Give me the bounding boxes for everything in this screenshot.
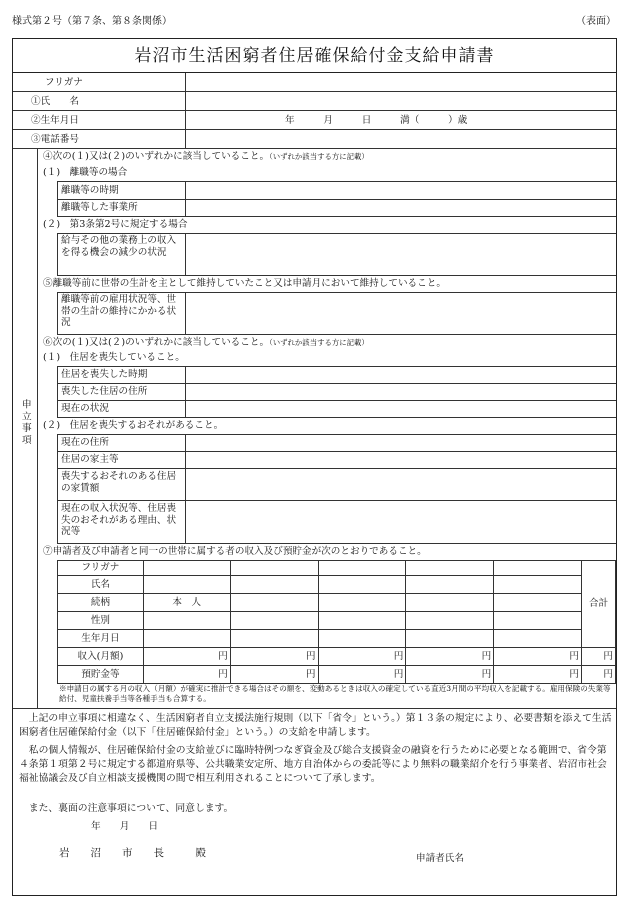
birthdate-label: ②生年月日 [31,115,79,126]
table-row-furigana [58,561,616,576]
row-label: フリガナ [58,561,144,576]
form-title: 岩沼市生活困窮者住居確保給付金支給申請書 [13,39,616,73]
addressee: 岩 沼 市 長 殿 [59,847,206,859]
declaration-p2: 私の個人情報が、住居確保給付金の支給並びに臨時特例つなぎ資金及び総合支援資金の融資を行うために必要となる範囲で、省令第４条第１項第２号に規定する都道府県等、公共職業安定所、地方自治体からの委託等により無料の職業紹介を行う事業者、岩沼市社会福祉協議会及び自立相談支援機関の間で相互利用されることについて了承します。 [19,745,607,785]
declaration-p3: また、裏面の注意事項について、同意します。 [28,803,234,814]
s5-heading: ⑤離職等前に世帯の生計を主として維持していたこと又は申請月において維持していること。 [43,278,446,289]
phone-label: ③電話番号 [31,134,79,145]
s7-heading: ⑦申請者及び申請者と同一の世帯に属する者の収入及び預貯金が次のとおりであること。 [43,546,427,557]
name-field[interactable] [185,92,616,110]
s6-row-loss-time: 住居を喪失した時期 [61,369,148,380]
s6-row-rent: 喪失するおそれのある住居の家賃額 [61,471,177,494]
declaration-p1: 上記の申立事項に相違なく、生活困窮者自立支援法施行規則（以下「省令」という。）第１３条の規定により、必要書類を添えて生活困窮者住居確保給付金（以下「住居確保給付金」という。）の支給を申請します。 [19,713,612,739]
s4-sub1: (１) 離職等の場合 [43,167,128,178]
s6-row-income-reason: 現在の収入状況等、住居喪失のおそれがある理由、状況等 [61,503,177,537]
table-row-savings: 預貯金等 円 円 円 円 円 円 [58,666,616,684]
s4-row-period: 離職等の時期 [61,185,119,196]
birthdate-format: 年 月 日 満（ ）歳 [285,115,468,126]
table-row-name: 氏名 [58,576,616,594]
form-frame [12,38,617,896]
application-date: 年 月 日 [91,821,159,832]
household-income-table [57,560,616,684]
s6-row-current-status: 現在の状況 [61,403,109,414]
s6-heading: ⑥次の(１)又は(２)のいずれかに該当していること。（いずれか該当する方に記載） [43,337,369,348]
total-header: 合計 [582,561,616,648]
s6-sub1: (１) 住居を喪失していること。 [43,352,185,363]
s6-sub2: (２) 住居を喪失するおそれがあること。 [43,420,224,431]
s6-row-current-address: 現在の住所 [61,437,109,448]
section-label: 申立事項 [19,399,31,447]
s4-row-employer: 離職等した事業所 [61,202,138,213]
applicant-name-label: 申請者氏名 [416,853,464,864]
self-relation: 本 人 [143,594,230,612]
furigana-label: フリガナ [45,77,83,88]
s5-row: 離職等前の雇用状況等、世帯の生計の維持にかかる状況 [61,294,177,328]
s6-row-lost-address: 喪失した住居の住所 [61,386,148,397]
table-row-birthdate: 生年月日 [58,630,616,648]
phone-field[interactable] [185,130,616,148]
s4-heading: ④次の(１)又は(２)のいずれかに該当していること。（いずれか該当する方に記載） [43,151,369,162]
s4-row-income-reduction: 給与その他の業務上の収入を得る機会の減少の状況 [61,235,177,258]
table-row-sex: 性別 [58,612,616,630]
form-number: 様式第２号（第７条、第８条関係） [12,16,172,27]
s6-row-landlord: 住居の家主等 [61,454,119,465]
name-label: ①氏 名 [31,96,79,107]
table-row-relation: 続柄 本 人 [58,594,616,612]
s4-sub2: (２) 第3条第2号に規定する場合 [43,219,188,230]
form-side: （表面） [576,16,616,27]
table-row-income: 収入(月額) 円 円 円 円 円 円 [58,648,616,666]
income-note: ※申請日の属する月の収入（月額）が確実に推計できる場合はその額を、変動あるときは収入の確定している直近3月間の平均収入を記載する。雇用保険の失業等給付、児童扶養手当等各種手当も合算する。 [59,684,611,704]
